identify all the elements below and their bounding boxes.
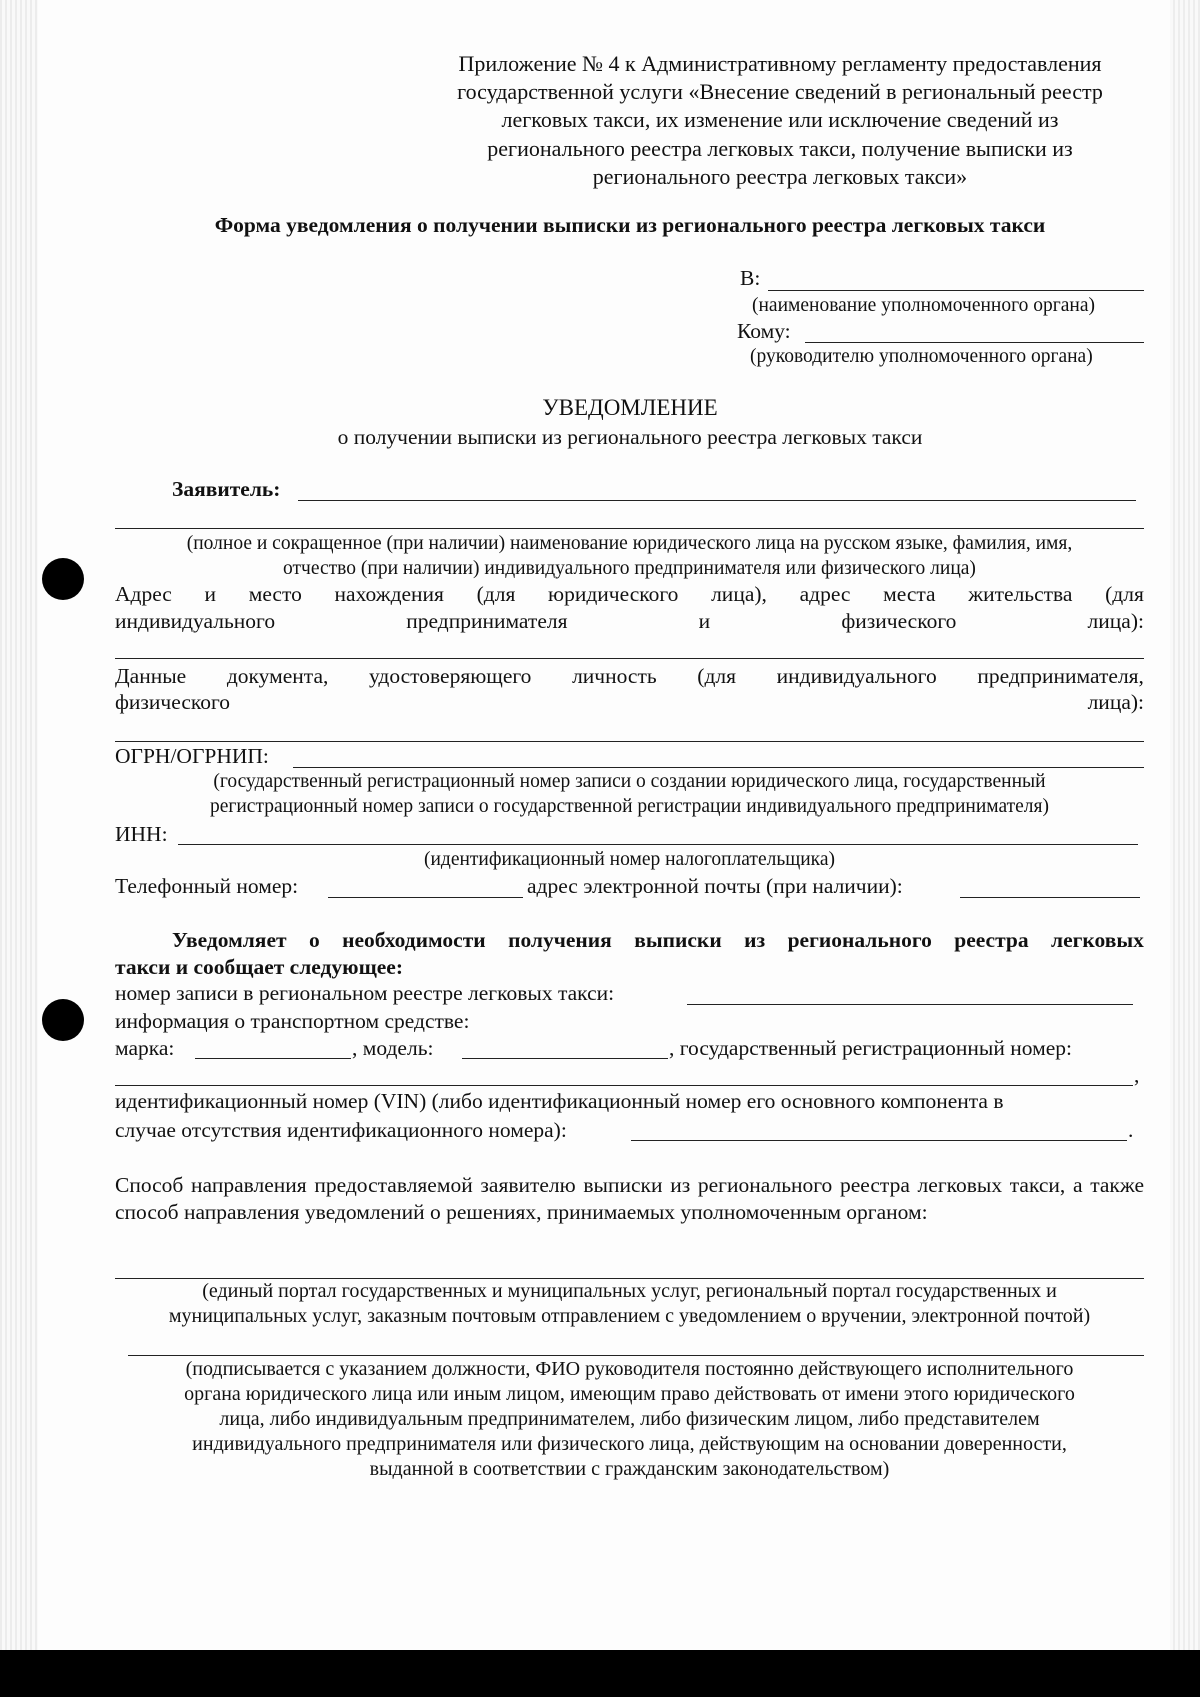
applicant-label: Заявитель:	[172, 477, 281, 501]
applicant-field[interactable]	[298, 500, 1136, 501]
brand-field[interactable]	[195, 1058, 351, 1059]
scan-bottom-border	[0, 1650, 1200, 1697]
whom-label: Кому:	[737, 319, 791, 343]
ogrn-field[interactable]	[293, 767, 1144, 768]
applicant-hint	[115, 531, 1144, 581]
email-field[interactable]	[960, 897, 1140, 898]
form-title: Форма уведомления о получении выписки из регионального реестра легковых такси	[214, 213, 1046, 237]
statement-line-1: Уведомляет о необходимости получения выписки из регионального реестра легковых	[172, 928, 1144, 952]
address-line-2: индивидуального предпринимателя и физического лица):	[115, 609, 1144, 633]
vehicle-info-label: информация о транспортном средстве:	[115, 1009, 470, 1033]
scan-edge-left	[0, 0, 38, 1650]
address-field[interactable]	[115, 658, 1144, 659]
scan-edge-right	[1170, 0, 1200, 1650]
record-label: номер записи в региональном реестре легковых такси:	[115, 981, 615, 1005]
plate-field[interactable]	[115, 1085, 1133, 1086]
appendix-header	[410, 50, 1150, 191]
brand-label: марка:	[115, 1036, 175, 1060]
vin-period: .	[1128, 1118, 1134, 1142]
delivery-hint-line: (единый портал государственных и муниципальных услуг, региональный портал государственных и	[202, 1280, 1057, 1302]
appendix-line: государственной услуги «Внесение сведений в региональный реестр	[457, 79, 1103, 105]
model-field[interactable]	[462, 1058, 668, 1059]
signature-hint-line: органа юридического лица или иным лицом, имеющим право действовать от имени этого юридического	[184, 1383, 1075, 1405]
email-label: адрес электронной почты (при наличии):	[527, 874, 903, 898]
ogrn-label: ОГРН/ОГРНИП:	[115, 744, 269, 768]
inn-field[interactable]	[178, 844, 1138, 845]
whom-hint: (руководителю уполномоченного органа)	[750, 346, 1093, 367]
vin-line-2: случае отсутствия идентификационного номера):	[115, 1118, 567, 1142]
phone-field[interactable]	[328, 897, 523, 898]
notice-heading: УВЕДОМЛЕНИЕ	[542, 395, 718, 420]
record-field[interactable]	[687, 1004, 1133, 1005]
identity-line-1: Данные документа, удостоверяющего личность (для индивидуального предпринимателя,	[115, 664, 1144, 688]
to-field[interactable]	[768, 290, 1144, 291]
signature-hint	[115, 1357, 1144, 1482]
applicant-hint-line: (полное и сокращенное (при наличии) наименование юридического лица на русском языке, фамилия, имя,	[186, 533, 1073, 554]
signature-hint-line: (подписывается с указанием должности, ФИО руководителя постоянно действующего исполнительного	[185, 1358, 1074, 1380]
signature-hint-line: индивидуального предпринимателя или физического лица, действующим на основании доверенности,	[192, 1433, 1067, 1455]
ogrn-hint-line: регистрационный номер записи о государственной регистрации индивидуального предпринимателя)	[209, 796, 1050, 817]
vin-line-1: идентификационный номер (VIN) (либо идентификационный номер его основного компонента в	[115, 1089, 1004, 1113]
punch-hole-top	[42, 558, 84, 600]
appendix-line: регионального реестра легковых такси»	[592, 163, 968, 189]
phone-label: Телефонный номер:	[115, 874, 299, 898]
plate-comma: ,	[1134, 1063, 1140, 1087]
applicant-hint-line: отчество (при наличии) индивидуального предпринимателя или физического лица)	[283, 558, 976, 579]
notice-subheading: о получении выписки из регионального реестра легковых такси	[337, 425, 923, 449]
appendix-line: легковых такси, их изменение или исключение сведений из	[501, 107, 1059, 133]
signature-hint-line: выданной в соответствии с гражданским законодательством)	[369, 1458, 890, 1480]
signature-field[interactable]	[128, 1355, 1144, 1356]
ogrn-hint	[115, 769, 1144, 819]
address-line-1: Адрес и место нахождения (для юридического лица), адрес места жительства (для	[115, 582, 1144, 606]
whom-field[interactable]	[805, 342, 1144, 343]
delivery-hint	[115, 1279, 1144, 1329]
model-label: , модель:	[352, 1036, 434, 1060]
to-hint: (наименование уполномоченного органа)	[752, 295, 1095, 316]
appendix-line: Приложение № 4 к Административному регламенту предоставления	[458, 51, 1102, 76]
inn-hint: (идентификационный номер налогоплательщика)	[423, 849, 836, 870]
identity-field[interactable]	[115, 741, 1144, 742]
vin-field[interactable]	[631, 1140, 1127, 1141]
signature-hint-line: лица, либо индивидуальным предпринимателем, либо физическим лицом, либо представителем	[219, 1408, 1040, 1430]
ogrn-hint-line: (государственный регистрационный номер записи о создании юридического лица, государственный	[213, 771, 1046, 792]
to-label: В:	[740, 266, 761, 290]
delivery-hint-line: муниципальных услуг, заказным почтовым отправлением с уведомлением о вручении, электронной почтой)	[168, 1305, 1091, 1327]
delivery-text: Способ направления предоставляемой заявителю выписки из регионального реестра легковых такси, а также способ направления уведомлений о решениях, принимаемых уполномоченным органом:	[115, 1173, 1144, 1224]
identity-line-2: физического лица):	[115, 690, 1144, 714]
plate-label: , государственный регистрационный номер:	[669, 1036, 1072, 1060]
appendix-line: регионального реестра легковых такси, получение выписки из	[487, 135, 1073, 161]
applicant-field-line2[interactable]	[115, 528, 1144, 529]
statement-line-2: такси и сообщает следующее:	[115, 955, 403, 979]
punch-hole-bottom	[42, 999, 84, 1041]
inn-label: ИНН:	[115, 822, 168, 846]
